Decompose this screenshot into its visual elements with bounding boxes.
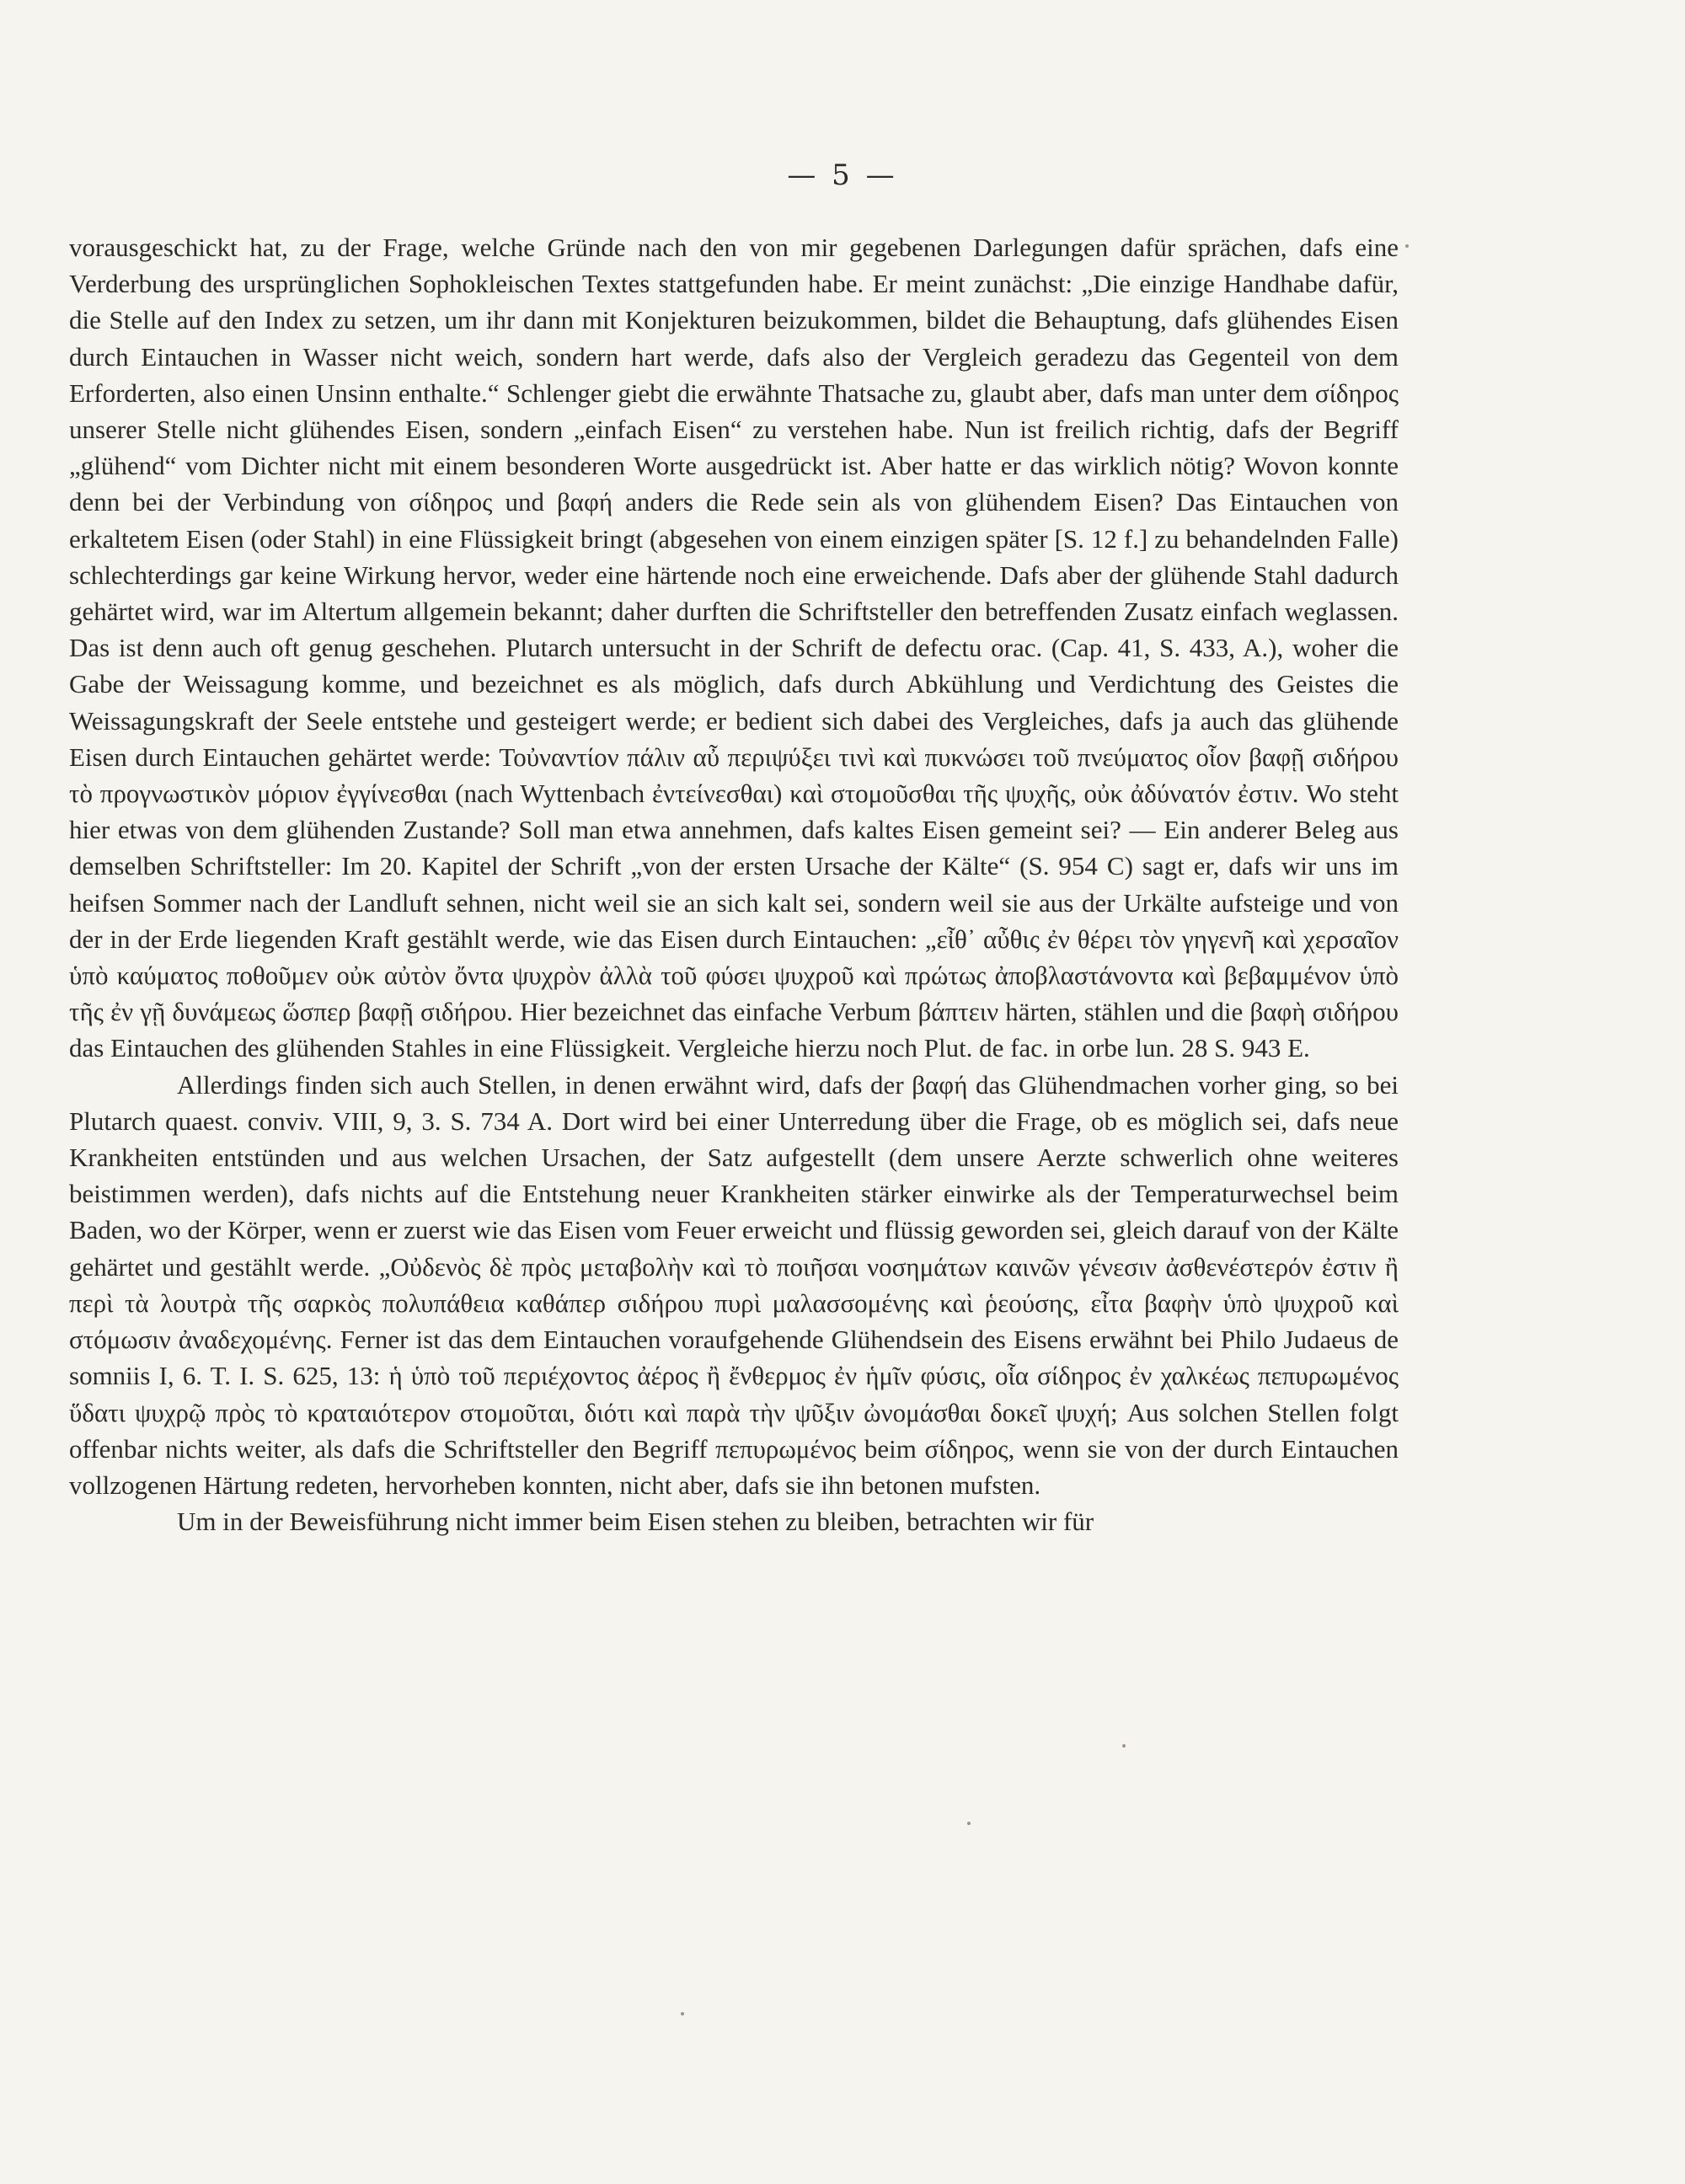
paragraph-2: Allerdings finden sich auch Stellen, in denen erwähnt wird, dafs der βαφή das Glühendmachen vorher ging, so bei Plutarch quaest. conviv. VIII, 9, 3. S. 734 A. Dort wird bei einer Unterredung über die Frage, ob es möglich sei, dafs neue Krankheiten entstünden und aus welchen Ursachen, der Satz aufgestellt (dem unsere Aerzte schwerlich ohne weiteres beistimmen werden), dafs nichts auf die Entstehung neuer Krankheiten stärker einwirke als der Temperaturwechsel beim Baden, wo der Körper, wenn er zuerst wie das Eisen vom Feuer erweicht und flüssig geworden sei, gleich darauf von der Kälte gehärtet und gestählt werde. „Οὐδενὸς δὲ πρὸς μεταβολὴν καὶ τὸ ποιῆσαι νοσημάτων καινῶν γένεσιν ἀσθενέστερόν ἐστιν ἢ περὶ τὰ λουτρὰ τῆς σαρκὸς πολυπάθεια καθάπερ σιδήρου πυρὶ μαλασσομένης καὶ ῥεούσης, εἶτα βαφὴν ὑπὸ ψυχροῦ καὶ στόμωσιν ἀναδεχομένης. Ferner ist das dem Eintauchen voraufgehende Glühendsein des Eisens erwähnt bei Philo Judaeus de somniis I, 6. T. I. S. 625, 13: ἡ ὑπὸ τοῦ περιέχοντος ἀέρος ἢ ἔνθερμος ἐν ἡμῖν φύσις, οἷα σίδηρος ἐν χαλκέως πεπυρωμένος ὕδατι ψυχρῷ πρὸς τὸ κραταιότερον στομοῦται, διότι καὶ παρὰ τὴν ψῦξιν ὠνομάσθαι δοκεῖ ψυχή; Aus solchen Stellen folgt offenbar nichts weiter, als dafs die Schriftsteller den Begriff πεπυρωμένος beim σίδηρος, wenn sie von der durch Eintauchen vollzogenen Härtung redeten, hervorheben konnten, nicht aber, dafs sie ihn betonen mufsten. [69,1069,1399,1500]
body-text [69,229,1399,1539]
paper-speck [1405,244,1409,248]
paper-speck [967,1822,971,1825]
paper-speck [1122,1744,1126,1748]
page-number: — 5 — [787,158,898,192]
paper-speck [681,2012,684,2015]
paragraph-3: Um in der Beweisführung nicht immer beim Eisen stehen zu bleiben, betrachten wir für [177,1507,1094,1537]
paragraph-1: vorausgeschickt hat, zu der Frage, welche Gründe nach den von mir gegebenen Darlegungen dafür sprächen, dafs eine Verderbung des ursprünglichen Sophokleischen Textes stattgefunden habe. Er meint zunächst: „Die einzige Handhabe dafür, die Stelle auf den Index zu setzen, um ihr dann mit Konjekturen beizukommen, bildet die Behauptung, dafs glühendes Eisen durch Eintauchen in Wasser nicht weich, sondern hart werde, dafs also der Vergleich geradezu das Gegenteil von dem Erforderten, also einen Unsinn enthalte.“ Schlenger giebt die erwähnte Thatsache zu, glaubt aber, dafs man unter dem σίδηρος unserer Stelle nicht glühendes Eisen, sondern „einfach Eisen“ zu verstehen habe. Nun ist freilich richtig, dafs der Begriff „glühend“ vom Dichter nicht mit einem besonderen Worte ausgedrückt ist. Aber hatte er das wirklich nötig? Wovon konnte denn bei der Verbindung von σίδηρος und βαφή anders die Rede sein als von glühendem Eisen? Das Eintauchen von erkaltetem Eisen (oder Stahl) in eine Flüssigkeit bringt (abgesehen von einem einzigen später [S. 12 f.] zu behandelnden Falle) schlechterdings gar keine Wirkung hervor, weder eine härtende noch eine erweichende. Dafs aber der glühende Stahl dadurch gehärtet wird, war im Altertum allgemein bekannt; daher durften die Schriftsteller den betreffenden Zusatz einfach weglassen. Das ist denn auch oft genug geschehen. Plutarch untersucht in der Schrift de defectu orac. (Cap. 41, S. 433, A.), woher die Gabe der Weissagung komme, und bezeichnet es als möglich, dafs durch Abkühlung und Verdichtung des Geistes die Weissagungskraft der Seele entstehe und gesteigert werde; er bedient sich dabei des Vergleiches, dafs ja auch das glühende Eisen durch Eintauchen gehärtet werde: Τοὐναντίον πάλιν αὖ περιψύξει τινὶ καὶ πυκνώσει τοῦ πνεύματος οἷον βαφῇ σιδήρου τὸ προγνωστικὸν μόριον ἐγγίνεσθαι (nach Wyttenbach ἐντείνεσθαι) καὶ στομοῦσθαι τῆς ψυχῆς, οὐκ ἀδύνατόν ἐστιν. Wo steht hier etwas von dem glühenden Zustande? Soll man etwa annehmen, dafs kaltes Eisen gemeint sei? — Ein anderer Beleg aus demselben Schriftsteller: Im 20. Kapitel der Schrift „von der ersten Ursache der Kälte“ (S. 954 C) sagt er, dafs wir uns im heifsen Sommer nach der Landluft sehnen, nicht weil sie an sich kalt sei, sondern weil sie aus der Urkälte aufsteige und von der in der Erde liegenden Kraft gestählt werde, wie das Eisen durch Eintauchen: „εἶθ᾽ αὖθις ἐν θέρει τὸν γηγενῆ καὶ χερσαῖον ὑπὸ καύματος ποθοῦμεν οὐκ αὐτὸν ὄντα ψυχρὸν ἀλλὰ τοῦ φύσει ψυχροῦ καὶ πρώτως ἀποβλαστάνοντα καὶ βεβαμμένον ὑπὸ τῆς ἐν γῇ δυνάμεως ὥσπερ βαφῇ σιδήρου. Hier bezeichnet das einfache Verbum βάπτειν härten, stählen und die βαφὴ σιδήρου das Eintauchen des glühenden Stahles in eine Flüssigkeit. Vergleiche hierzu noch Plut. de fac. in orbe lun. 28 S. 943 E. [69,233,1399,1063]
